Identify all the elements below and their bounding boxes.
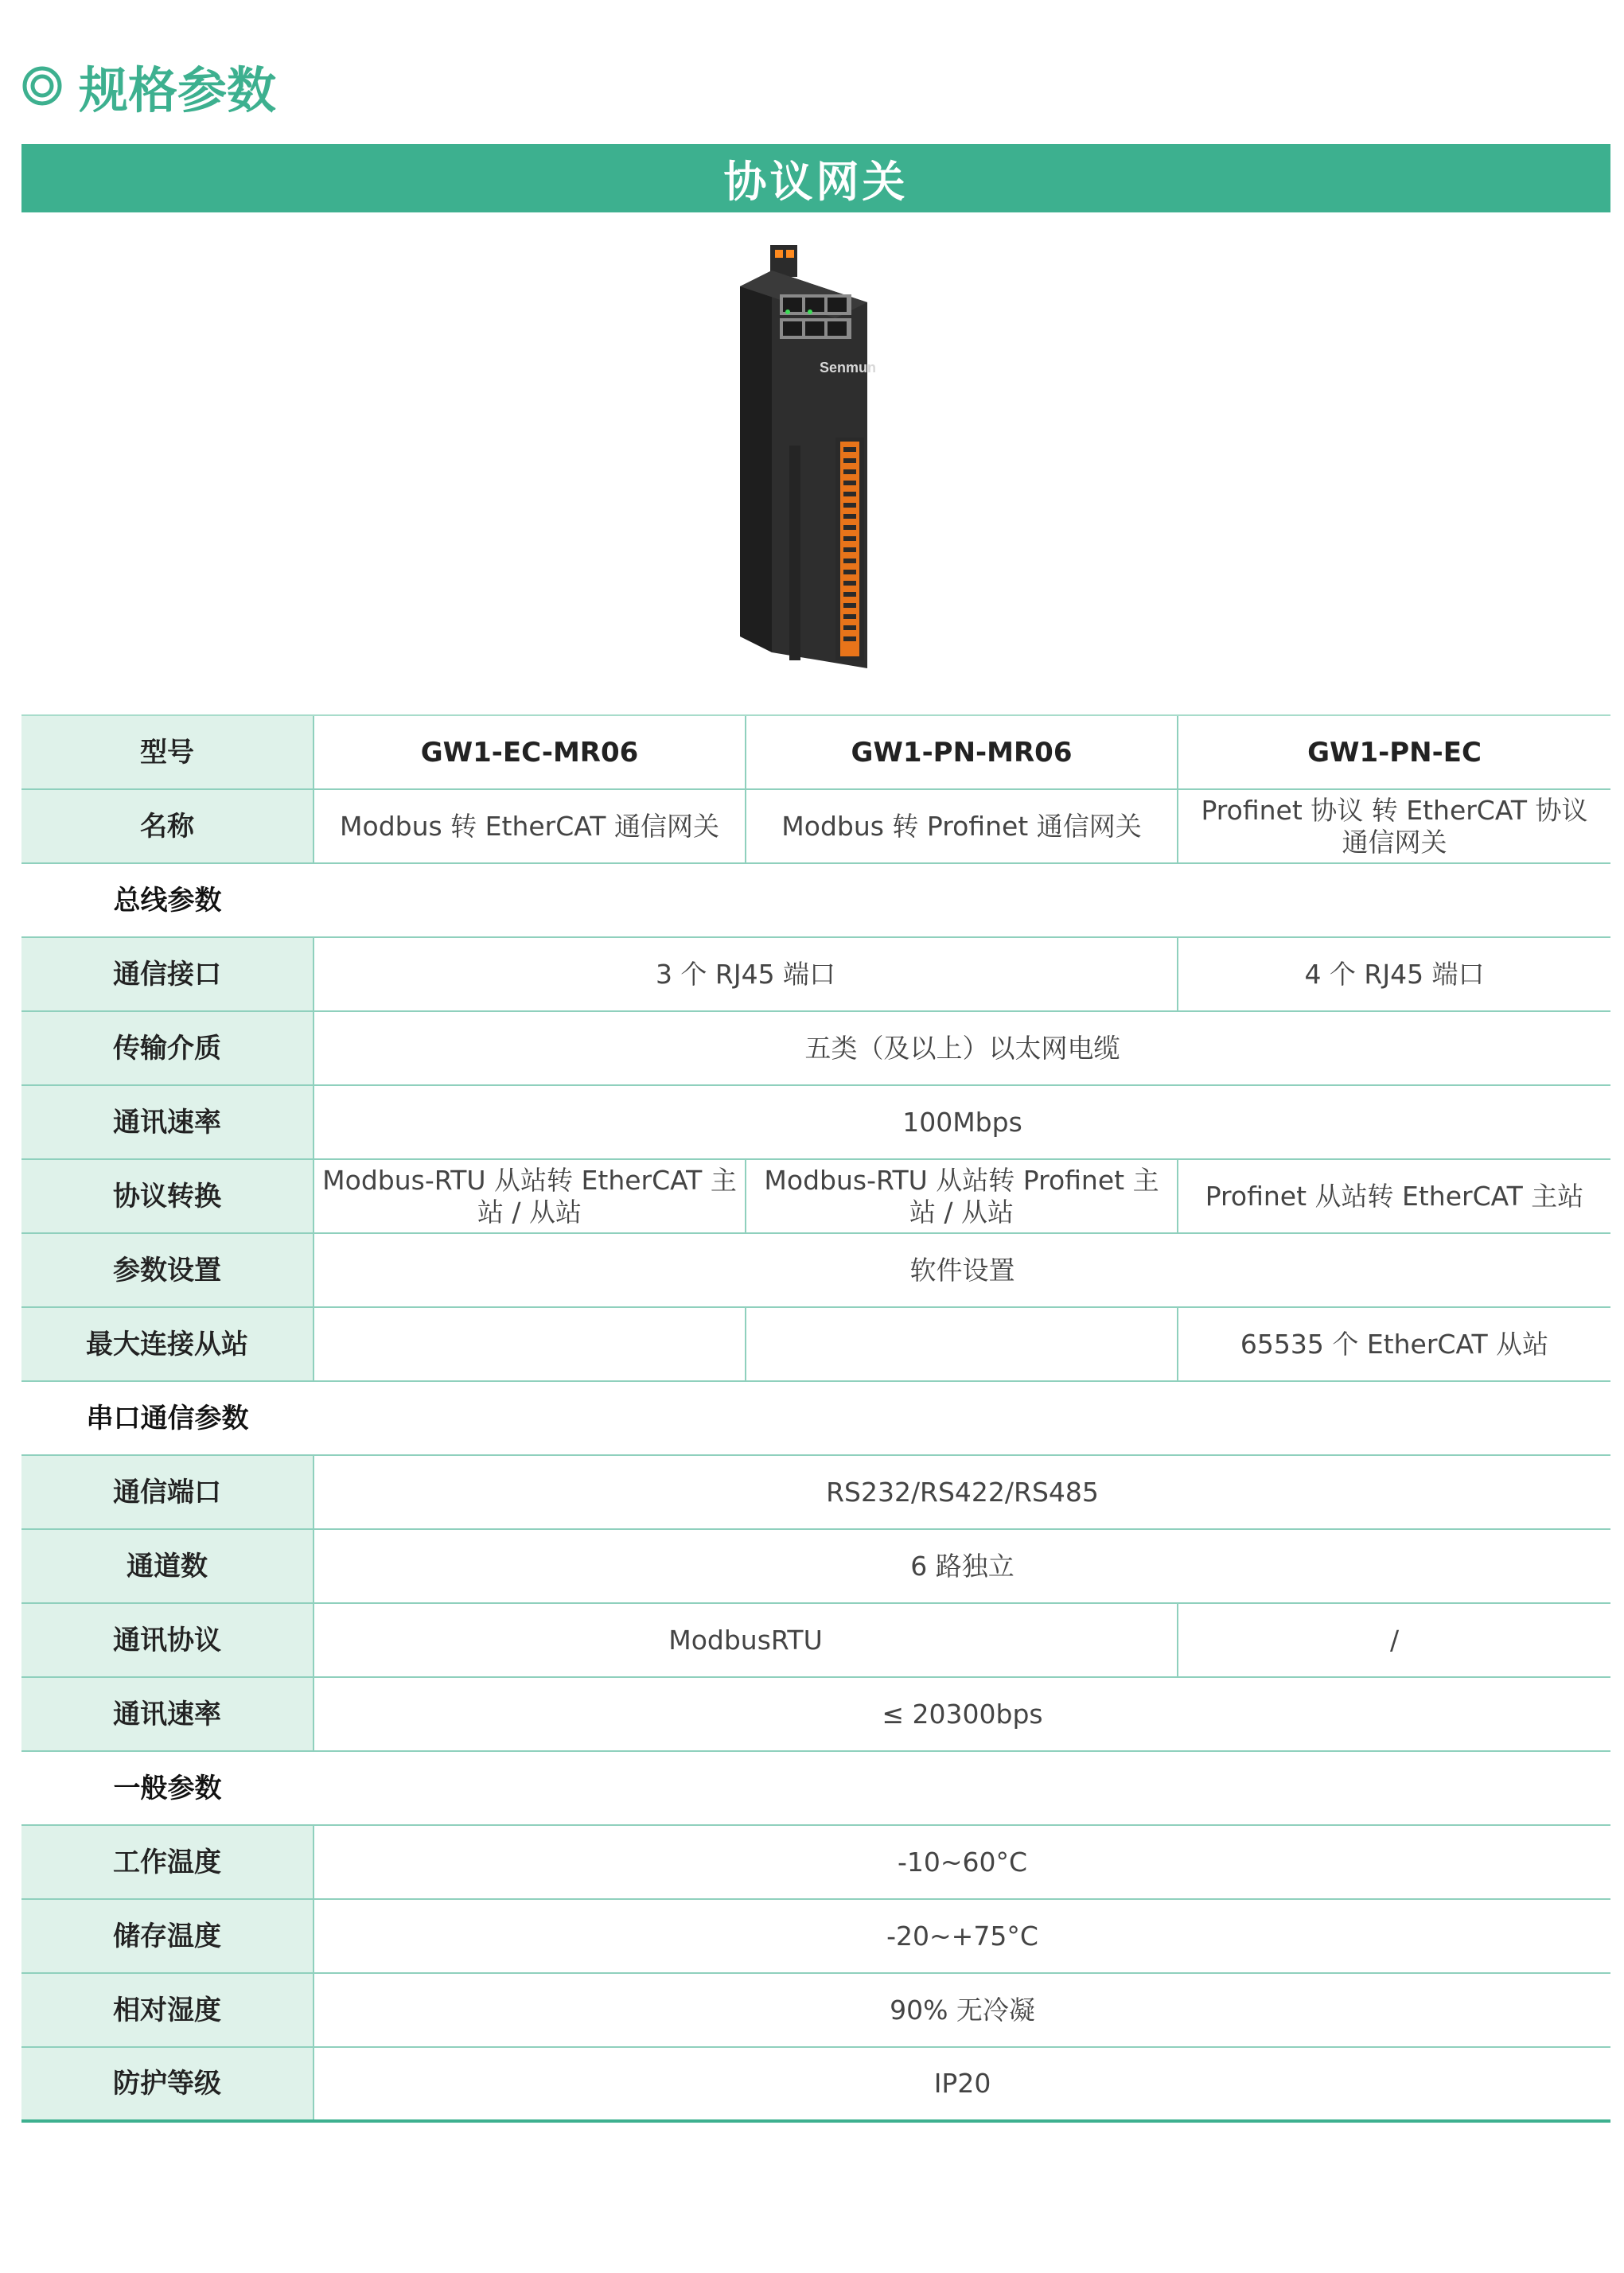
row-label: 型号 xyxy=(21,715,314,789)
value-cell: 100Mbps xyxy=(314,1085,1610,1159)
section-row xyxy=(21,863,1610,937)
row-label: 通信端口 xyxy=(21,1455,314,1529)
value-cell: Modbus 转 EtherCAT 通信网关 xyxy=(314,789,746,863)
value-cell: 4 个 RJ45 端口 xyxy=(1178,937,1610,1011)
spec-table xyxy=(21,714,1610,2123)
humidity-row xyxy=(21,1973,1610,2047)
section-heading xyxy=(21,46,276,126)
value-cell: 6 路独立 xyxy=(314,1529,1610,1603)
row-label: 储存温度 xyxy=(21,1899,314,1973)
section-spacer xyxy=(314,1751,1610,1825)
channels-row xyxy=(21,1529,1610,1603)
serial-port-row xyxy=(21,1455,1610,1529)
value-cell xyxy=(746,1307,1178,1381)
model-cell: GW1-PN-MR06 xyxy=(746,715,1178,789)
row-label: 通信接口 xyxy=(21,937,314,1011)
model-row xyxy=(21,715,1610,789)
row-label: 通讯协议 xyxy=(21,1603,314,1677)
row-label: 通讯速率 xyxy=(21,1677,314,1751)
section-spacer xyxy=(314,863,1610,937)
section-row xyxy=(21,1751,1610,1825)
row-label: 防护等级 xyxy=(21,2047,314,2121)
product-category-banner: 协议网关 xyxy=(21,144,1610,212)
section-label: 总线参数 xyxy=(21,863,314,937)
value-cell: 软件设置 xyxy=(314,1233,1610,1307)
serial-protocol-row xyxy=(21,1603,1610,1677)
bus-speed-row xyxy=(21,1085,1610,1159)
value-cell: -10~60°C xyxy=(314,1825,1610,1899)
value-cell xyxy=(314,1307,746,1381)
double-circle-icon xyxy=(21,65,63,107)
row-label: 通道数 xyxy=(21,1529,314,1603)
value-cell: RS232/RS422/RS485 xyxy=(314,1455,1610,1529)
value-cell: 65535 个 EtherCAT 从站 xyxy=(1178,1307,1610,1381)
name-row xyxy=(21,789,1610,863)
value-cell: 90% 无冷凝 xyxy=(314,1973,1610,2047)
max-slaves-row xyxy=(21,1307,1610,1381)
section-spacer xyxy=(314,1381,1610,1455)
ip-rating-row xyxy=(21,2047,1610,2121)
model-cell: GW1-EC-MR06 xyxy=(314,715,746,789)
section-title: 规格参数 xyxy=(79,60,277,119)
row-label: 名称 xyxy=(21,789,314,863)
param-setting-row xyxy=(21,1233,1610,1307)
brand-text: Senmun xyxy=(820,360,877,376)
value-cell: ≤ 20300bps xyxy=(314,1677,1610,1751)
value-cell: IP20 xyxy=(314,2047,1610,2121)
section-label: 一般参数 xyxy=(21,1751,314,1825)
value-cell: -20~+75°C xyxy=(314,1899,1610,1973)
value-cell: / xyxy=(1178,1603,1610,1677)
serial-speed-row xyxy=(21,1677,1610,1751)
row-label: 相对湿度 xyxy=(21,1973,314,2047)
row-label: 通讯速率 xyxy=(21,1085,314,1159)
row-label: 协议转换 xyxy=(21,1159,314,1233)
row-label: 最大连接从站 xyxy=(21,1307,314,1381)
row-label: 传输介质 xyxy=(21,1011,314,1085)
medium-row xyxy=(21,1011,1610,1085)
value-cell: Profinet 从站转 EtherCAT 主站 xyxy=(1178,1159,1610,1233)
value-cell: Modbus-RTU 从站转 Profinet 主站 / 从站 xyxy=(746,1159,1178,1233)
gateway-device-image xyxy=(716,239,923,684)
row-label: 参数设置 xyxy=(21,1233,314,1307)
protocol-conversion-row xyxy=(21,1159,1610,1233)
value-cell: 五类（及以上）以太网电缆 xyxy=(314,1011,1610,1085)
storage-temp-row xyxy=(21,1899,1610,1973)
section-row xyxy=(21,1381,1610,1455)
comm-interface-row xyxy=(21,937,1610,1011)
model-cell: GW1-PN-EC xyxy=(1178,715,1610,789)
value-cell: Modbus 转 Profinet 通信网关 xyxy=(746,789,1178,863)
value-cell: Profinet 协议 转 EtherCAT 协议 通信网关 xyxy=(1178,789,1610,863)
row-label: 工作温度 xyxy=(21,1825,314,1899)
value-cell: Modbus-RTU 从站转 EtherCAT 主站 / 从站 xyxy=(314,1159,746,1233)
work-temp-row xyxy=(21,1825,1610,1899)
value-cell: ModbusRTU xyxy=(314,1603,1178,1677)
section-label: 串口通信参数 xyxy=(21,1381,314,1455)
value-cell: 3 个 RJ45 端口 xyxy=(314,937,1178,1011)
